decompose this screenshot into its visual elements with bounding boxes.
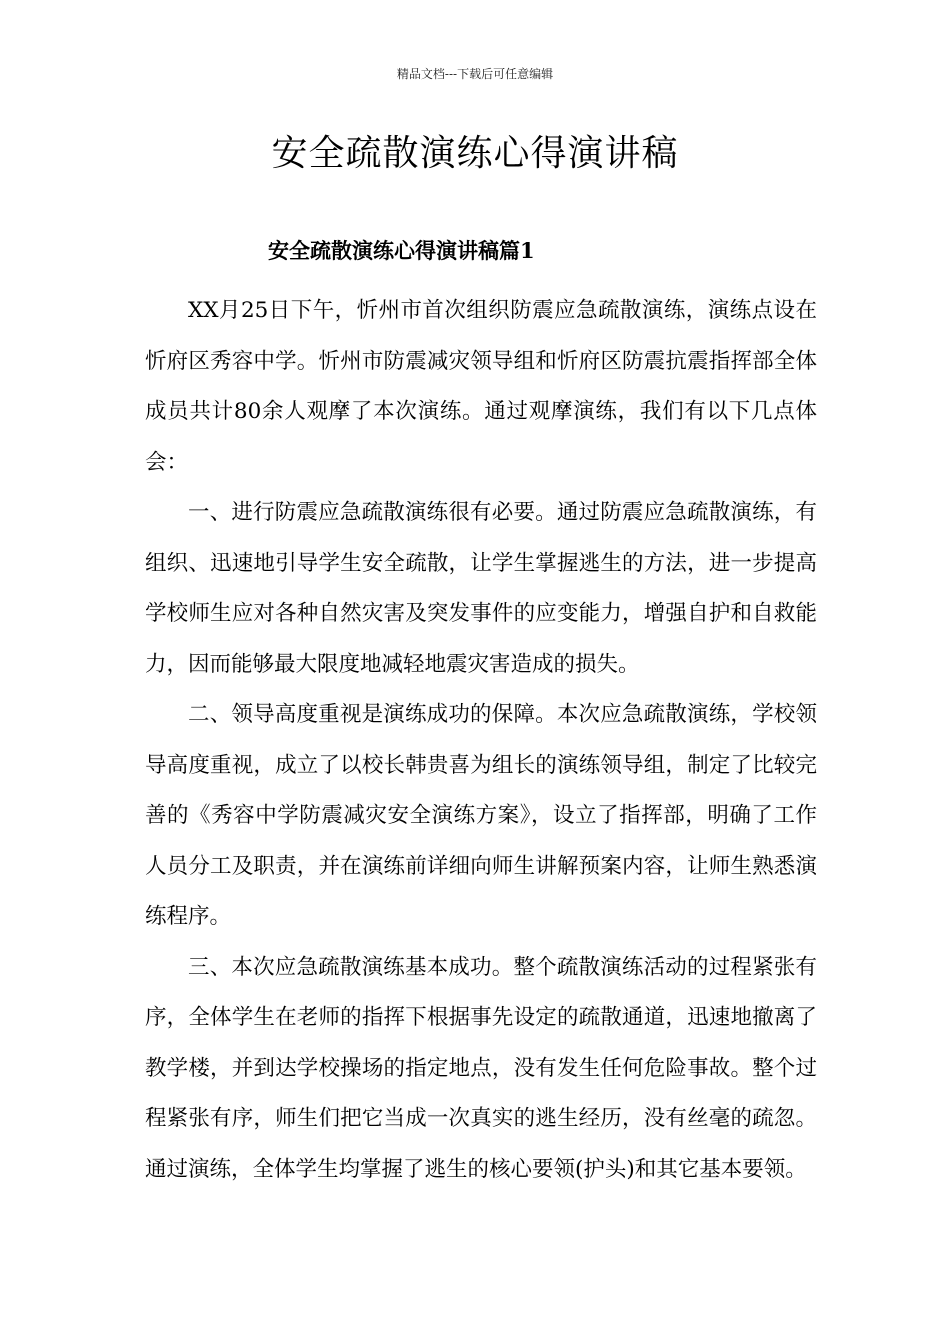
document-body bbox=[145, 286, 817, 1195]
section-heading: 安全疏散演练心得演讲稿篇1 bbox=[268, 238, 535, 263]
paragraph-point-3: 三、本次应急疏散演练基本成功。整个疏散演练活动的过程紧张有序，全体学生在老师的指挥下根据事先设定的疏散通道，迅速地撤离了教学楼，并到达学校操场的指定地点，没有发生任何危险事故。整个过程紧张有序，师生们把它当成一次真实的逃生经历，没有丝毫的疏忽。通过演练，全体学生均掌握了逃生的核心要领(护头)和其它基本要领。 bbox=[145, 954, 817, 1182]
document-title: 安全疏散演练心得演讲稿 bbox=[271, 133, 679, 174]
paragraph-point-2: 二、领导高度重视是演练成功的保障。本次应急疏散演练，学校领导高度重视，成立了以校长韩贵喜为组长的演练领导组，制定了比较完善的《秀容中学防震减灾安全演练方案》，设立了指挥部，明确了工作人员分工及职责，并在演练前详细向师生讲解预案内容，让师生熟悉演练程序。 bbox=[145, 702, 817, 929]
header-note: 精品文档---下载后可任意编辑 bbox=[396, 67, 554, 81]
paragraph-point-1: 一、进行防震应急疏散演练很有必要。通过防震应急疏散演练，有组织、迅速地引导学生安全疏散，让学生掌握逃生的方法，进一步提高学校师生应对各种自然灾害及突发事件的应变能力，增强自护和自救能力，因而能够最大限度地减轻地震灾害造成的损失。 bbox=[145, 500, 817, 677]
paragraph-intro: XX月25日下午，忻州市首次组织防震应急疏散演练，演练点设在忻府区秀容中学。忻州市防震减灾领导组和忻府区防震抗震指挥部全体成员共计80余人观摩了本次演练。通过观摩演练，我们有以下几点体会： bbox=[145, 298, 817, 475]
